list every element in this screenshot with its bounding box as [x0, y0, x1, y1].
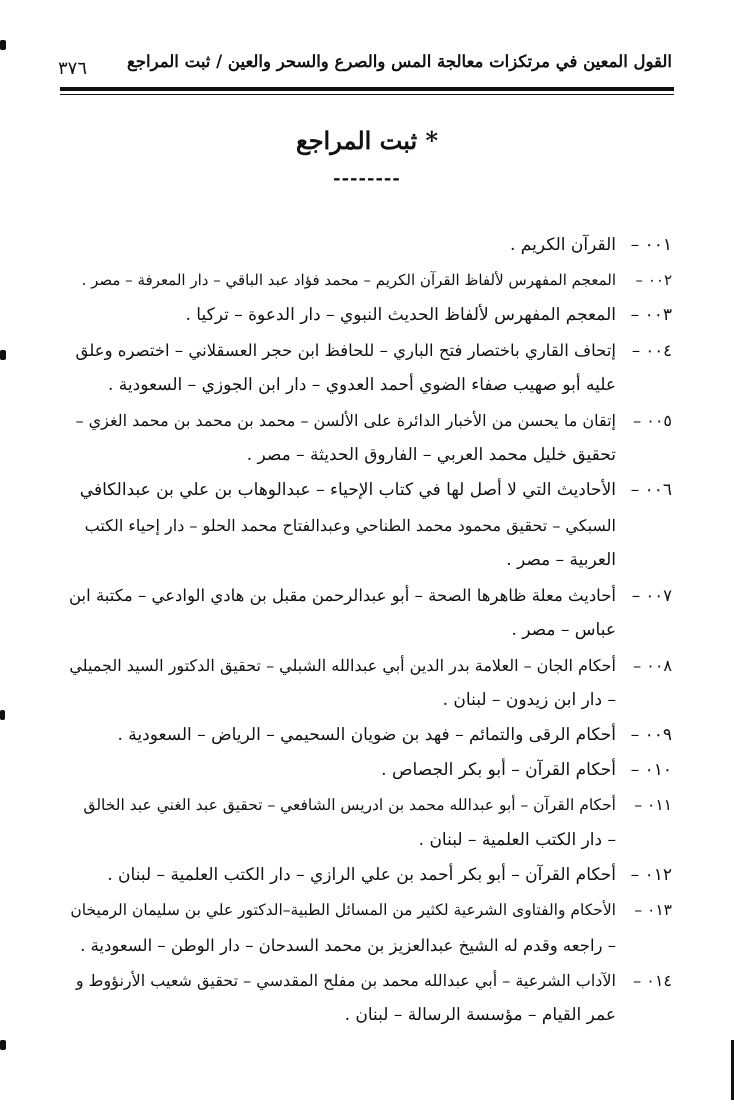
reference-number: ٠٠٧ –	[631, 586, 672, 605]
reference-text: القرآن الكريم .	[509, 235, 616, 255]
reference-text: المعجم المفهرس لألفاظ القرآن الكريم – محمد فؤاد عبد الباقي – دار المعرفة – مصر .	[81, 271, 616, 289]
reference-text: أحكام الرقى والتمائم – فهد بن ضويان السحيمي – الرياض – السعودية .	[117, 725, 616, 745]
header-rule-thick	[60, 87, 674, 91]
reference-text: أحكام القرآن – أبو بكر أحمد بن علي الرازي – دار الكتب العلمية – لبنان .	[107, 865, 616, 885]
reference-text: أحكام الجان – العلامة بدر الدين أبي عبدالله الشبلي – تحقيق الدكتور السيد الجميلي	[69, 656, 616, 675]
reference-entry	[70, 963, 672, 1033]
reference-text: الأحكام والفتاوى الشرعية لكثير من المسائل الطبية–الدكتور علي بن سليمان الرميخان	[70, 901, 616, 919]
reference-number: ٠٠٣ –	[630, 305, 672, 325]
reference-line	[70, 578, 672, 613]
reference-entry	[70, 893, 672, 963]
reference-text: المعجم المفهرس لألفاظ الحديث النبوي – دار الدعوة – تركيا .	[185, 305, 616, 325]
reference-number: ٠٠٩ –	[630, 725, 672, 745]
reference-line	[70, 683, 672, 718]
reference-line	[70, 228, 672, 263]
reference-entry	[70, 718, 672, 753]
reference-number: ٠١٠ –	[630, 760, 672, 780]
reference-text: عمر القيام – مؤسسة الرسالة – لبنان .	[344, 1005, 616, 1025]
reference-line	[70, 473, 672, 508]
reference-text: الأحاديث التي لا أصل لها في كتاب الإحياء – عبدالوهاب بن علي بن عبدالكافي	[79, 480, 616, 500]
reference-line	[70, 963, 672, 998]
reference-number: ٠٠٨ –	[633, 656, 672, 675]
scan-edge-mark	[0, 350, 6, 360]
reference-text: إتحاف القاري باختصار فتح الباري – للحافظ ابن حجر العسقلاني – اختصره وعلق	[75, 341, 616, 360]
reference-entry	[70, 333, 672, 403]
reference-line	[70, 823, 672, 858]
reference-text: تحقيق خليل محمد العربي – الفاروق الحديثة – مصر .	[246, 445, 616, 465]
reference-line	[70, 403, 672, 438]
reference-text: السبكي – تحقيق محمود محمد الطناحي وعبدالفتاح محمد الحلو – دار إحياء الكتب	[84, 516, 616, 535]
reference-line	[70, 753, 672, 788]
reference-number: ٠١٤ –	[633, 971, 672, 990]
reference-number: ٠١١ –	[634, 796, 672, 814]
reference-text: أحكام القرآن – أبو بكر الجصاص .	[381, 760, 616, 780]
reference-entry	[70, 228, 672, 263]
reference-text: إتقان ما يحسن من الأخبار الدائرة على الألسن – محمد بن محمد بن محمد الغزي –	[75, 411, 616, 430]
reference-text: – راجعه وقدم له الشيخ عبدالعزيز بن محمد السدحان – دار الوطن – السعودية .	[80, 936, 616, 955]
reference-number: ٠٠٦ –	[630, 480, 672, 500]
reference-entry	[70, 403, 672, 473]
page-number: ٣٧٦	[58, 58, 88, 79]
reference-line	[70, 788, 672, 823]
reference-line	[70, 438, 672, 473]
reference-entry	[70, 858, 672, 893]
reference-entry	[70, 788, 672, 858]
reference-line	[70, 893, 672, 928]
reference-entry	[70, 648, 672, 718]
reference-entry	[70, 578, 672, 648]
reference-entry	[70, 263, 672, 298]
reference-entry	[70, 753, 672, 788]
header-rule-thin	[60, 94, 674, 95]
reference-line	[70, 333, 672, 368]
scan-edge-mark	[0, 1040, 6, 1050]
reference-number: ٠١٣ –	[634, 901, 672, 919]
reference-list	[70, 228, 672, 1033]
running-title: القول المعين في مرتكزات معالجة المس والصرع والسحر والعين / ثبت المراجع	[127, 52, 672, 71]
reference-line	[70, 928, 672, 963]
reference-line	[70, 998, 672, 1033]
reference-entry	[70, 298, 672, 333]
reference-line	[70, 543, 672, 578]
section-title: * ثبت المراجع	[295, 126, 439, 155]
reference-number: ٠٠٢ –	[635, 271, 672, 289]
reference-text: أحكام القرآن – أبو عبدالله محمد بن ادريس الشافعي – تحقيق عبد الغني عبد الخالق	[83, 796, 616, 814]
reference-line	[70, 508, 672, 543]
reference-text: الآداب الشرعية – أبي عبدالله محمد بن مفلح المقدسي – تحقيق شعيب الأرنؤوط و	[75, 971, 616, 990]
reference-line	[70, 263, 672, 298]
reference-text: أحاديث معلة ظاهرها الصحة – أبو عبدالرحمن مقبل بن هادي الوادعي – مكتبة ابن	[68, 586, 616, 605]
reference-entry	[70, 473, 672, 578]
reference-text: – دار ابن زيدون – لبنان .	[442, 690, 616, 710]
reference-line	[70, 298, 672, 333]
reference-number: ٠٠٤ –	[631, 341, 672, 360]
title-dash-divider: --------	[333, 168, 401, 189]
reference-line	[70, 858, 672, 893]
scan-edge-mark	[0, 710, 5, 720]
reference-text: – دار الكتب العلمية – لبنان .	[418, 830, 616, 850]
reference-number: ٠٠٥ –	[633, 411, 672, 430]
reference-text: عليه أبو صهيب صفاء الضوي أحمد العدوي – دار ابن الجوزي – السعودية .	[107, 375, 616, 395]
reference-line	[70, 613, 672, 648]
reference-number: ٠٠١ –	[630, 235, 672, 255]
reference-line	[70, 648, 672, 683]
page-header	[58, 50, 672, 86]
scan-edge-mark	[0, 40, 6, 50]
reference-text: عباس – مصر .	[511, 620, 616, 640]
reference-line	[70, 368, 672, 403]
reference-line	[70, 718, 672, 753]
reference-number: ٠١٢ –	[630, 865, 672, 885]
reference-text: العربية – مصر .	[506, 550, 616, 570]
